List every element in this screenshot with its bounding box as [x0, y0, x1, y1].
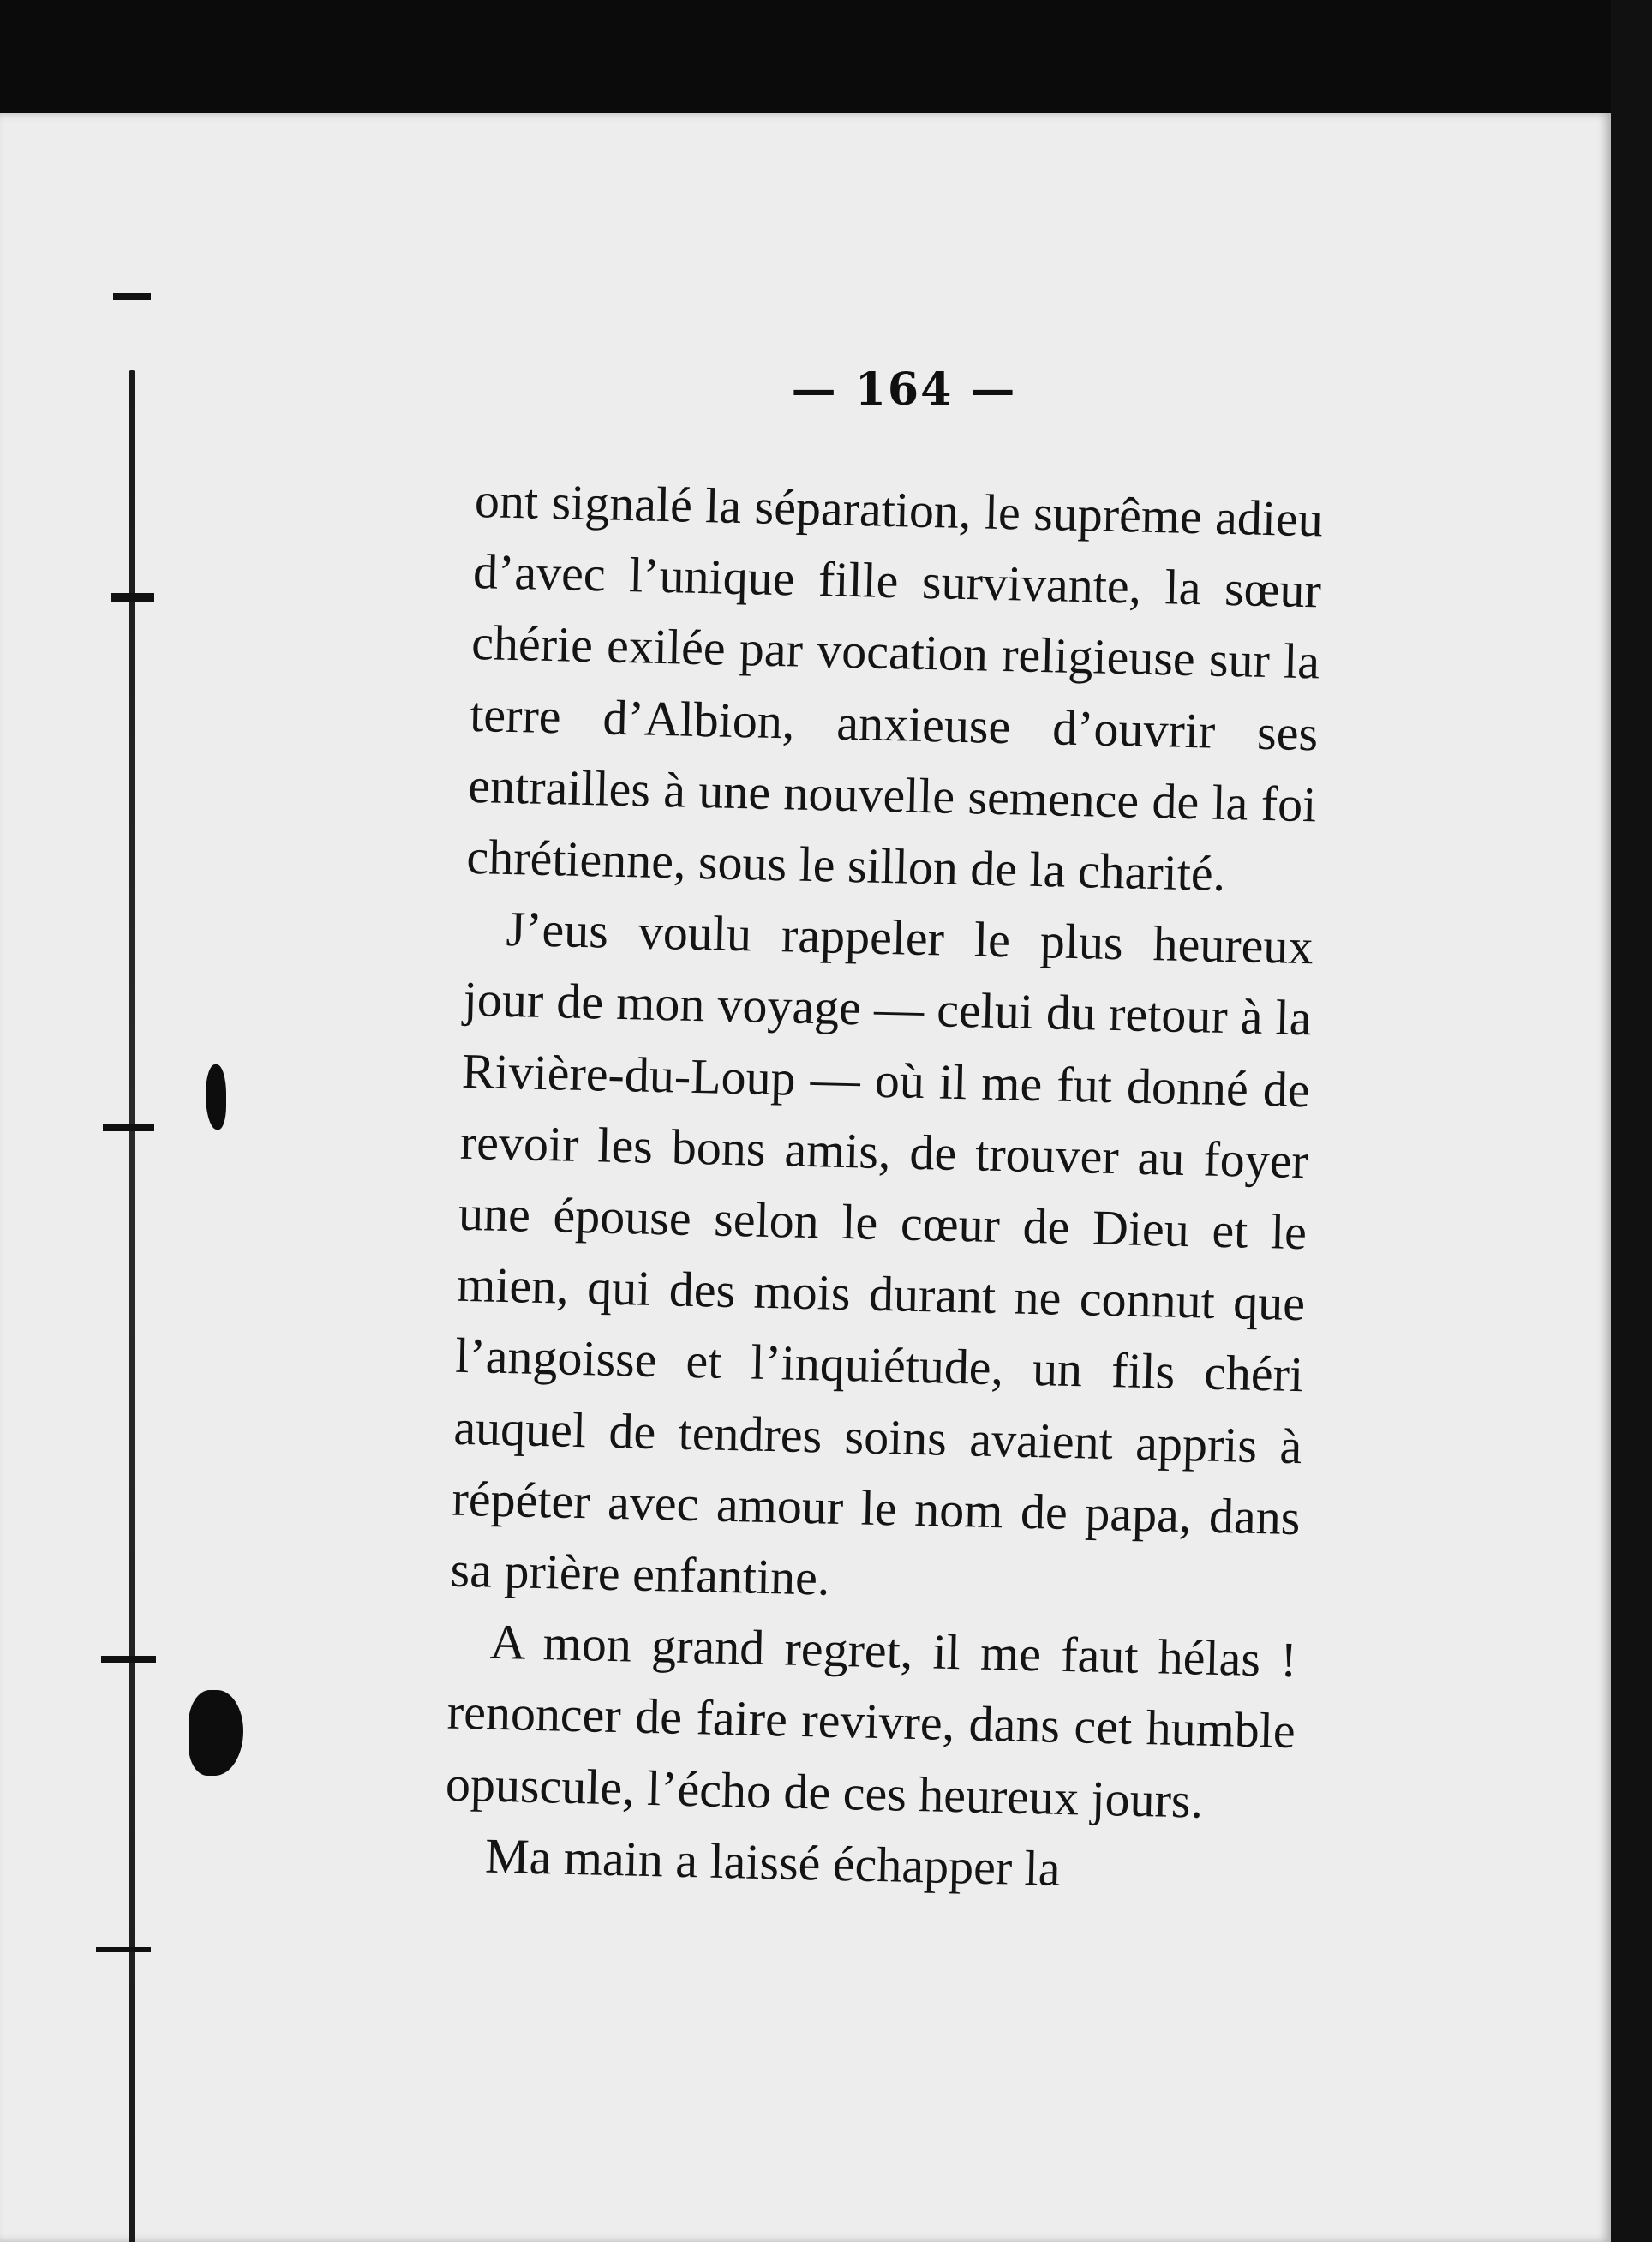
body-text	[443, 465, 1323, 1909]
paragraph: Ma main a laissé échapper la	[484, 1827, 1062, 1897]
binding-cross-mark	[101, 1656, 156, 1663]
ink-blot	[189, 1690, 243, 1776]
paragraph: ont signalé la séparation, le suprême adieu d’avec l’unique fille survivante, la sœur chérie exilée par vocation religieuse sur la terre d’Albion, anxieuse d’ouvrir ses entrailles à une nouvelle semence de la foi chrétienne, sous le sillon de la charité.	[465, 471, 1324, 902]
scan-border	[1611, 0, 1652, 2242]
binding-cross-mark	[113, 293, 151, 300]
paragraph: J’eus voulu rappeler le plus heureux jour de mon voyage — celui du retour à la Rivière-du-Loup — où il me fut donné de revoir les bons amis, de trouver au foyer une épouse selon le cœur de Dieu et le mien, qui des mois durant ne connut que l’angoisse et l’inquiétude, un fils chéri auquel de tendres soins avaient appris à répéter avec amour le nom de papa, dans sa prière enfantine.	[450, 901, 1314, 1606]
binding-cross-mark	[111, 593, 154, 602]
page-number: — 164 —	[791, 363, 1017, 416]
binding-stitch-line	[129, 370, 135, 2242]
binding-cross-mark	[103, 1124, 154, 1131]
book-page	[0, 113, 1611, 2242]
paragraph: A mon grand regret, il me faut hélas ! renoncer de faire revivre, dans cet humble opuscule, l’écho de ces heureux jours.	[445, 1613, 1298, 1829]
ink-mark	[206, 1064, 226, 1130]
binding-cross-mark	[96, 1947, 151, 1952]
